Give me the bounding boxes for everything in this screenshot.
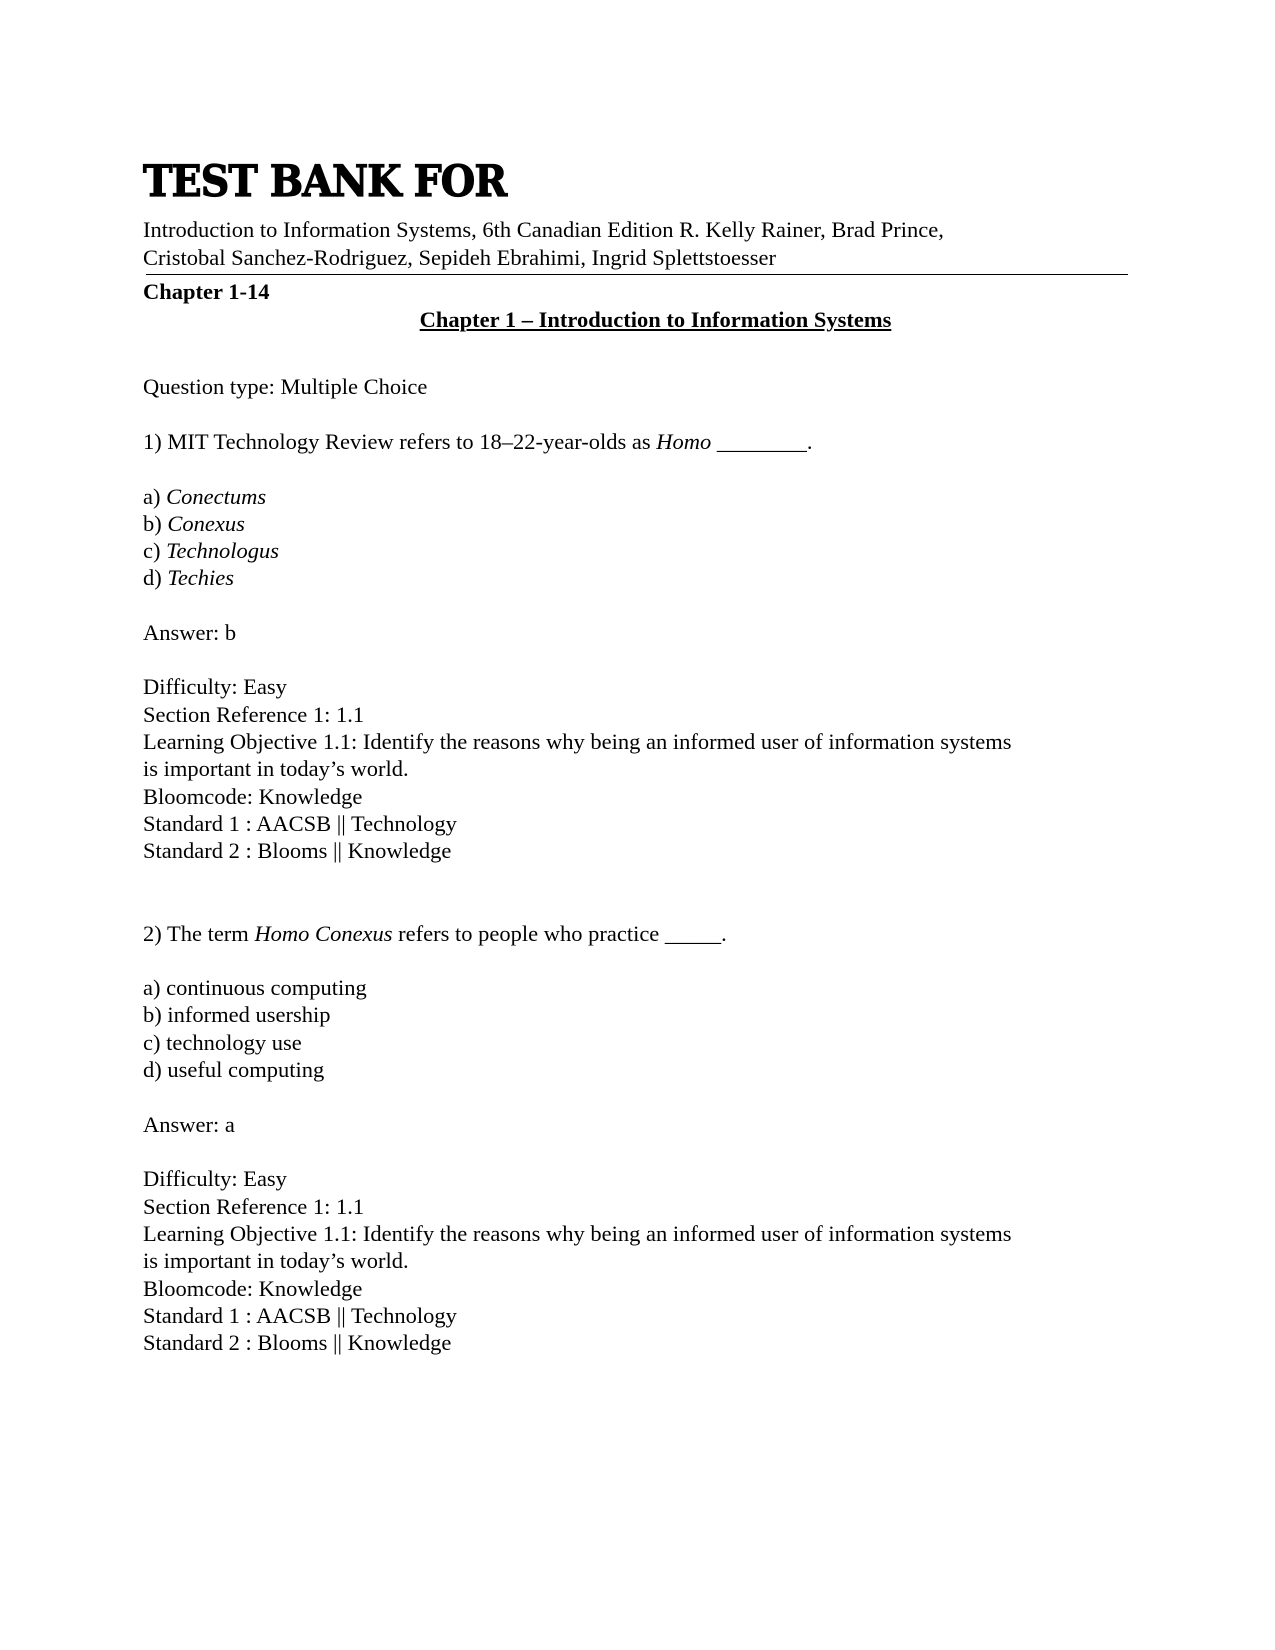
option-letter: d) (143, 565, 168, 590)
header-divider (146, 274, 1128, 275)
option-letter: d) (143, 1057, 168, 1082)
question-type: Question type: Multiple Choice (143, 374, 428, 399)
option-letter: b) (143, 1002, 168, 1027)
answer: Answer: b (143, 620, 237, 645)
book-citation (143, 216, 944, 272)
option-b (143, 1001, 330, 1029)
question-stem (143, 428, 813, 456)
section-reference: Section Reference 1: 1.1 (143, 1194, 365, 1219)
bloomcode: Bloomcode: Knowledge (143, 784, 363, 809)
difficulty: Difficulty: Easy (143, 674, 287, 699)
bloomcode: Bloomcode: Knowledge (143, 1276, 363, 1301)
option-text: Technologus (166, 538, 280, 563)
learning-objective-line-2: is important in today’s world. (143, 1248, 409, 1273)
learning-objective-line-1: Learning Objective 1.1: Identify the reasons why being an informed user of information systems (143, 1221, 1012, 1246)
option-letter: b) (143, 511, 168, 536)
learning-objective-line-1: Learning Objective 1.1: Identify the reasons why being an informed user of information systems (143, 729, 1012, 754)
answer: Answer: a (143, 1112, 235, 1137)
section-reference: Section Reference 1: 1.1 (143, 702, 365, 727)
option-text: Conexus (167, 511, 245, 536)
option-c (143, 537, 279, 565)
stem-italic: Homo Conexus (254, 921, 393, 946)
chapter-heading: Chapter 1 – Introduction to Information Systems (419, 307, 892, 332)
option-text: technology use (166, 1030, 302, 1055)
stem-suffix: refers to people who practice _____. (392, 921, 727, 946)
book-citation-line-2: Cristobal Sanchez-Rodriguez, Sepideh Ebrahimi, Ingrid Splettstoesser (143, 245, 776, 270)
stem-prefix: 2) The term (143, 921, 255, 946)
document-title: TEST BANK FOR (143, 157, 507, 207)
option-letter: a) (143, 975, 167, 1000)
book-citation-line-1: Introduction to Information Systems, 6th Canadian Edition R. Kelly Rainer, Brad Prince, (143, 217, 944, 242)
option-d (143, 1056, 324, 1084)
option-letter: c) (143, 1030, 167, 1055)
standard-2: Standard 2 : Blooms || Knowledge (143, 838, 452, 863)
chapter-range: Chapter 1-14 (143, 279, 270, 304)
stem-italic: Homo (656, 429, 712, 454)
option-text: Conectums (166, 484, 267, 509)
option-a (143, 974, 367, 1002)
standard-2: Standard 2 : Blooms || Knowledge (143, 1330, 452, 1355)
option-text: Techies (167, 565, 235, 590)
option-b (143, 510, 245, 538)
learning-objective-line-2: is important in today’s world. (143, 756, 409, 781)
standard-1: Standard 1 : AACSB || Technology (143, 811, 457, 836)
option-c (143, 1029, 302, 1057)
question-stem (143, 920, 727, 948)
option-a (143, 483, 266, 511)
stem-prefix: 1) MIT Technology Review refers to 18–22-year-olds as (143, 429, 657, 454)
stem-suffix: ________. (711, 429, 813, 454)
option-d (143, 564, 234, 592)
option-letter: a) (143, 484, 167, 509)
option-text: informed usership (167, 1002, 331, 1027)
difficulty: Difficulty: Easy (143, 1166, 287, 1191)
standard-1: Standard 1 : AACSB || Technology (143, 1303, 457, 1328)
option-text: useful computing (167, 1057, 325, 1082)
option-text: continuous computing (166, 975, 367, 1000)
option-letter: c) (143, 538, 167, 563)
